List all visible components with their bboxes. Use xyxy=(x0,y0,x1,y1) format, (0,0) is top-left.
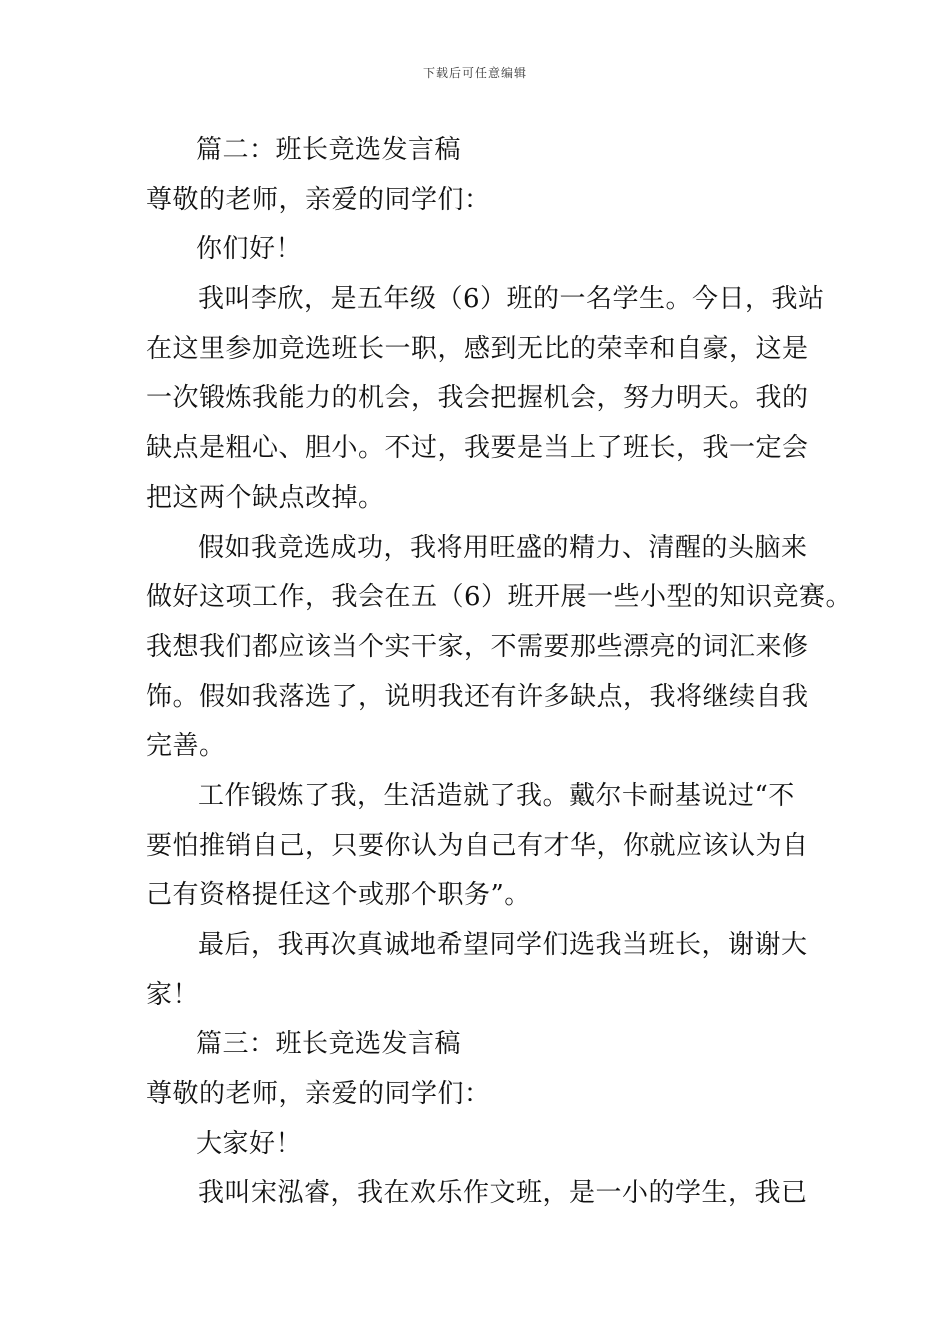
paragraph-line: 假如我竞选成功，我将用旺盛的精力、清醒的头脑来 xyxy=(198,532,808,563)
paragraph-line: 工作锻炼了我，生活造就了我。戴尔卡耐基说过“不 xyxy=(198,780,795,811)
paragraph-line: 家！ xyxy=(146,979,200,1010)
paragraph-line: 把这两个缺点改掉。 xyxy=(146,482,385,513)
paragraph-line: 我想我们都应该当个实干家，不需要那些漂亮的词汇来修 xyxy=(146,631,809,662)
paragraph-line: 我叫宋泓睿，我在欢乐作文班，是一小的学生，我已 xyxy=(198,1178,808,1209)
page-header: 下载后可任意编辑 xyxy=(422,66,527,80)
paragraph-line: 一次锻炼我能力的机会，我会把握机会，努力明天。我的 xyxy=(146,383,809,414)
greeting: 你们好！ xyxy=(196,234,303,265)
paragraph-line: 己有资格提任这个或那个职务”。 xyxy=(146,880,531,911)
paragraph-line: 缺点是粗心、胆小。不过，我要是当上了班长，我一定会 xyxy=(146,433,809,464)
paragraph-line: 我叫李欣，是五年级（6）班的一名学生。今日，我站 xyxy=(198,284,825,315)
greeting: 大家好！ xyxy=(196,1128,303,1159)
salutation: 尊敬的老师，亲爱的同学们： xyxy=(146,184,491,215)
document-body xyxy=(146,126,853,1219)
paragraph-line: 在这里参加竞选班长一职，感到无比的荣幸和自豪，这是 xyxy=(146,333,809,364)
section-heading-3: 篇三：班长竞选发言稿 xyxy=(196,1029,462,1060)
section-heading-2: 篇二：班长竞选发言稿 xyxy=(196,135,462,165)
paragraph-line: 做好这项工作，我会在五（6）班开展一些小型的知识竞赛。 xyxy=(146,582,853,613)
paragraph-line: 完善。 xyxy=(146,731,226,762)
paragraph-line: 饰。假如我落选了，说明我还有许多缺点，我将继续自我 xyxy=(146,681,809,712)
paragraph-line: 要怕推销自己，只要你认为自己有才华，你就应该认为自 xyxy=(146,830,809,861)
salutation: 尊敬的老师，亲爱的同学们： xyxy=(146,1079,491,1110)
paragraph-line: 最后，我再次真诚地希望同学们选我当班长，谢谢大 xyxy=(198,930,808,960)
